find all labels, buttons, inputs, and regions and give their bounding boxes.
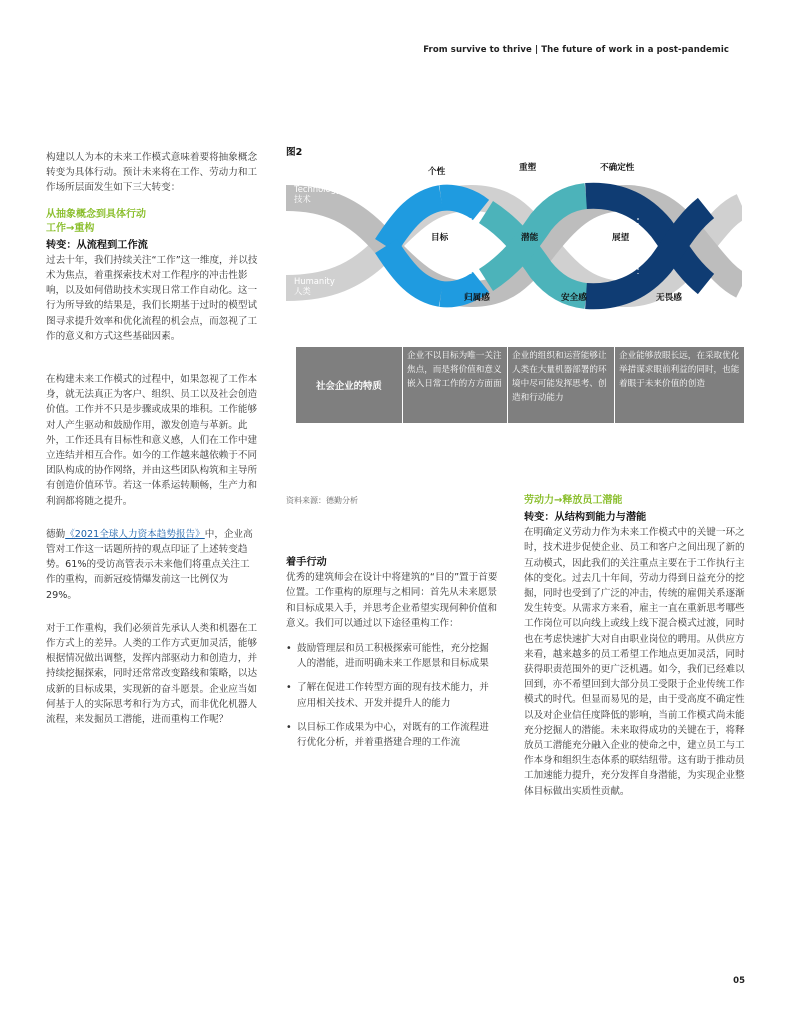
work-paragraph-2: 在构建未来工作模式的过程中，如果忽视了工作本身，就无法真正为客户、组织、员工以及社会创造价值。工作并不只是步骤或成果的堆积。工作能够对人产生驱动和鼓励作用，激发创造与革新。此外，工作还具有目标性和意义感，人们在工作中建立连结并相互合作。如今的工作越来越依赖于不同团队构成的协作网络，并由这些团队构筑和主导所有创造价值环节。若这一体系运转顺畅，生产力和利润都将随之提升。 [46, 374, 258, 507]
section-title-workforce: 劳动力→释放员工潜能 [524, 495, 623, 506]
label-purpose: 目标 [431, 233, 449, 243]
section-title-abstract: 从抽象概念到具体行动 [46, 208, 146, 220]
label-potential: 潜能 [521, 233, 539, 243]
technology-strand-label: Technology 技术 [294, 184, 341, 204]
label-individuality: 个性 [428, 167, 446, 177]
figure-title: 图2 [286, 147, 303, 158]
humanity-strand-label: Humanity 人类 [294, 276, 335, 296]
work-paragraph-4: 对于工作重构，我们必须首先承认人类和机器在工作方式上的差异。人类的工作方式更加灵活，能够根据情况做出调整，发挥内部驱动力和创造力，并持续挖掘探索，同时还常常改变路线和策略，以达成新的目标成果，实现新的奋斗愿景。企业应当如何基于人的实际思考和行为方式，而非优化机器人流程，来发掘员工潜能，进而重构工作呢？ [46, 622, 258, 726]
shift-title-workforce: 转变：从结构到能力与潜能 [524, 512, 647, 523]
running-header: From survive to thrive | The future of work in a post-pandemic [423, 45, 729, 55]
action-bullet-3: • 以目标工作成果为中心，对既有的工作流程进行优化分析，并着重搭建合理的工作流 [286, 720, 498, 750]
trait-cell-potential: 企业的组织和运营能够让人类在大量机器部署的环境中尽可能发挥思考、创造和行动能力 [507, 347, 614, 423]
figure-source: 资料来源：德勤分析 [286, 496, 358, 505]
paragraph-3-prefix: 德勤 [46, 528, 66, 540]
section-title-work: 工作→重构 [46, 222, 95, 234]
page-number: 05 [733, 976, 745, 986]
paragraph-3-suffix: 中，企业高管对工作这一话题所持的观点印证了上述转变趋势。61%的受访高管表示未来他们将重点关注工作的重构，而新冠疫情爆发前这一比例仅为29%。 [46, 528, 253, 601]
trait-cell-purpose: 企业不以目标为唯一关注焦点，而是将价值和意义嵌入日常工作的方方面面 [402, 347, 507, 423]
middle-column [286, 555, 498, 759]
dna-helix-diagram [286, 158, 742, 334]
label-courage: 无畏感 [656, 293, 682, 303]
label-uncertainty: 不确定性 [600, 163, 635, 173]
left-column [46, 150, 258, 741]
action-paragraph: 优秀的建筑师会在设计中将建筑的“目的”置于首要位置。工作重构的原理与之相同：首先从未来愿景和目标成果入手，并思考企业希望实现何种价值和意义。我们可以通过以下途径重构工作： [286, 572, 498, 629]
action-bullet-2: • 了解在促进工作转型方面的现有技术能力，并应用相关技术、开发并提升人的能力 [286, 680, 498, 710]
social-enterprise-bar [296, 347, 744, 423]
trait-cell-perspective: 企业能够放眼长远，在采取优化举措谋求眼前利益的同时，也能着眼于未来价值的创造 [614, 347, 744, 423]
intro-paragraph: 构建以人为本的未来工作模式意味着要将抽象概念转变为具体行动。预计未来将在工作、劳动力和工作场所层面发生如下三大转变： [46, 152, 258, 194]
work-paragraph-1: 过去十年，我们持续关注“工作”这一维度，并以技术为焦点，着重探索技术对工作程序的冲击性影响，以及如何借助技术实现日常工作自动化。这一行为所导致的结果是，我们长期基于过时的模型试图寻求提升效率和优化流程的机会点，而忽视了工作的意义和方式这些基础因素。 [46, 254, 258, 342]
blue-strand-arc-top [441, 198, 481, 210]
label-reinvention: 重塑 [519, 163, 537, 173]
workforce-paragraph: 在明确定义劳动力作为未来工作模式中的关键一环之时，技术进步促使企业、员工和客户之间出现了新的互动模式，因此我们的关注重点主要在于工作执行主体的变化。过去几十年间，劳动力得到日益充分的挖掘，同时也受到了广泛的冲击，传统的雇佣关系逐渐发生转变。从需求方来看，雇主一直在重新思考哪些工作岗位可以向线上或线上线下混合模式过渡，同时也在考虑快速扩大对自由职业岗位的聘用。从供应方来看，越来越多的员工希望工作地点更加灵活，同时获得职责范围外的更广泛机遇。如今，我们已经难以回到，亦不希望回到大部分员工受限于企业传统工作模式的时代。但显而易见的是，由于受高度不确定性以及对企业信任度降低的影响，当前工作模式尚未能充分挖掘人的潜能。未来取得成功的关键在于，将释放员工潜能充分融入企业的使命之中，建立员工与工作本身和组织生态体系的联结纽带。这有助于推动员工加速能力提升，充分发挥自身潜能，为实现企业整体目标做出实质性贡献。 [524, 527, 745, 797]
label-perspective: 展望 [612, 233, 630, 243]
action-bullet-list [286, 641, 498, 750]
label-security: 安全感 [561, 293, 587, 303]
label-belonging: 归属感 [464, 293, 490, 303]
action-heading: 着手行动 [286, 557, 327, 568]
shift-title-work: 转变：从流程到工作流 [46, 239, 148, 251]
action-bullet-1: • 鼓励管理层和员工积极探索可能性，充分挖掘人的潜能，进而明确未来工作愿景和目标成果 [286, 641, 498, 671]
blue-strand-segment-bottom [386, 246, 441, 294]
work-paragraph-3 [46, 527, 258, 603]
report-link[interactable]: 《2021全球人力资本趋势报告》 [65, 528, 205, 540]
social-enterprise-label: 社会企业的特质 [316, 381, 382, 392]
right-column [524, 494, 746, 813]
